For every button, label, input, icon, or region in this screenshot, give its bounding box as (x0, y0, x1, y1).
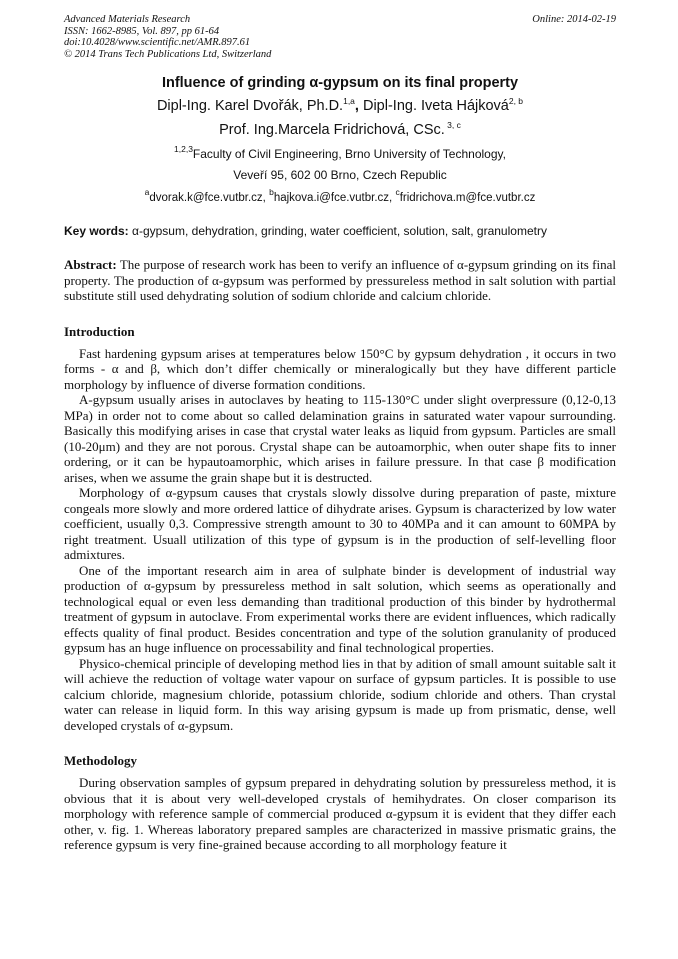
author-2-name: Dipl-Ing. Iveta Hájková (362, 98, 509, 114)
authors (64, 96, 616, 140)
intro-paragraph: Morphology of α-gypsum causes that crystals slowly dissolve during preparation of paste, mixture congeals more slowly and more ordered lattice of dihydrate arises. Gypsum is characterized by low water coefficient, usually 0,3. Compressive strength amount to 30 to 40MPa and it can amount to 60MPA by right treatment. Usuall utilization of this type of gypsum is in the production of self-levelling floor admixtures. (64, 485, 616, 562)
email-c: fridrichova.m@fce.vutbr.cz (399, 192, 536, 204)
introduction-heading: Introduction (64, 323, 135, 339)
abstract-label: Abstract: (64, 257, 117, 272)
keywords (64, 224, 616, 239)
keywords-text: α-gypsum, dehydration, grinding, water coefficient, solution, salt, granulometry (128, 224, 547, 238)
journal-issn: ISSN: 1662-8985, Vol. 897, pp 61-64 (64, 25, 220, 37)
authors-line-2 (64, 120, 616, 140)
online-date: Online: 2014-02-19 (532, 14, 616, 25)
affiliation-text-1: Faculty of Civil Engineering, Brno University of Technology, (192, 147, 506, 161)
affiliation (64, 144, 616, 186)
author-1-sup: 1,a (343, 96, 355, 106)
affiliation-line-1 (64, 144, 616, 165)
authors-line-1 (64, 96, 616, 116)
author-emails (64, 187, 616, 206)
author-separator: , (354, 98, 363, 114)
author-3-sup: 3, c (444, 120, 461, 130)
journal-copyright: © 2014 Trans Tech Publications Ltd, Switzerland (64, 48, 272, 60)
methodology-heading: Methodology (64, 753, 137, 768)
journal-info (64, 14, 271, 60)
methodology-paragraph: During observation samples of gypsum prepared in dehydrating solution by pressureless method, it is obvious that it is about very well-developed crystals of hemihydrates. On closer comparison its morphology with reference sample of commercial produced α-gypsum it is evident that they differ each other, v. fig. 1. Whereas laboratory prepared samples are characterized in massive prismatic grains, the reference gypsum is very fine-grained because according to all morphology feature it (64, 775, 616, 852)
email-b-sup: b (269, 187, 274, 197)
keywords-label: Key words: (64, 224, 129, 238)
author-1-name: Dipl-Ing. Karel Dvořák, Ph.D. (156, 98, 344, 114)
affiliation-line-2: Veveří 95, 602 00 Brno, Czech Republic (233, 168, 447, 182)
email-a: dvorak.k@fce.vutbr.cz, (149, 192, 270, 204)
intro-paragraph: A-gypsum usually arises in autoclaves by heating to 115-130°C under slight overpressure (0,12-0,13 MPa) in order not to come about so called delamination grains in saturated water vapour surrounding. Basically this modifying arises in case that crystal water leaks as liquid from gypsum. Particles are small (10-20μm) and they are not porous. Crystal shape can be autoamorphic, when outer shape fits to inner ordering, or it can be hypautoamorphic, which arises in failure pressure. In that case β modification arises, when we assume the grain shape but it is destructed. (64, 392, 616, 485)
intro-paragraph: Physico-chemical principle of developing method lies in that by adition of small amount suitable salt it will achieve the reduction of voltage water vapour on surface of gypsum particles. It is possible to use calcium chloride, magnesium chloride, potassium chloride, sodium chloride and others. Than crystal water can release in liquid form. In this way arising gypsum is made up from prismatic, dense, well developed crystals of α-gypsum. (64, 655, 616, 733)
author-3-name: Prof. Ing.Marcela Fridrichová, CSc. (219, 122, 445, 138)
abstract (64, 257, 616, 304)
email-c-sup: c (395, 187, 400, 197)
email-b: hajkova.i@fce.vutbr.cz, (273, 192, 396, 204)
intro-paragraph: Fast hardening gypsum arises at temperatures below 150°C by gypsum dehydration , it occurs in two forms - α and β, which don’t differ chemically or mineralogically but they have different particle morphology by influence of diverse formation conditions. (64, 345, 616, 392)
author-2-sup: 2, b (508, 96, 524, 106)
journal-name: Advanced Materials Research (64, 14, 191, 25)
paper-title: Influence of grinding α-gypsum on its final property (161, 75, 519, 91)
email-a-sup: a (144, 187, 150, 197)
journal-doi: doi:10.4028/www.scientific.net/AMR.897.61 (64, 37, 251, 48)
journal-header (64, 14, 616, 60)
abstract-text: The purpose of research work has been to verify an influence of α-gypsum grinding on its final property. The production of α-gypsum was performed by pressureless method in salt solution with partial substitute still used dehydrating solution of sodium chloride and calcium chloride. (64, 257, 616, 303)
affiliation-sup: 1,2,3 (174, 144, 193, 154)
intro-paragraph: One of the important research aim in area of sulphate binder is development of industrial way production of α-gypsum by pressureless method in salt solution, which seems as operationally and technological equal or even less demanding than traditional production of this binder by hydrothermal treatment of gypsum in autoclave. From experimental works there are evident influences, which radically effects quality of final product. Besides concentration and type of the solution granulanity of produced gypsum has an huge influence on processability and final technological properties. (64, 562, 616, 655)
